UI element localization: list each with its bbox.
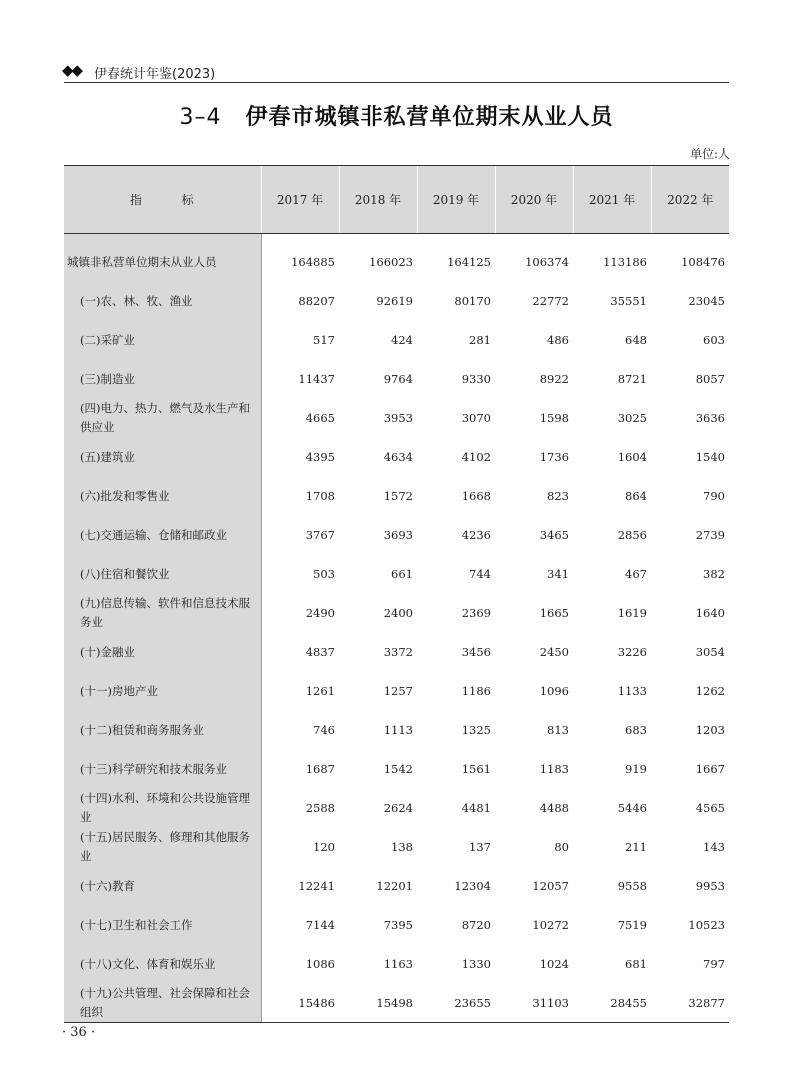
value-cell: 1598 (539, 411, 569, 425)
value-cell: 1668 (461, 489, 491, 503)
value-cell: 683 (625, 723, 647, 737)
value-cell: 661 (391, 567, 413, 581)
row-label: (十七)卫生和社会工作 (64, 906, 261, 945)
value-cell: 113186 (603, 255, 647, 269)
value-cell: 9953 (695, 879, 725, 893)
value-cell: 80 (554, 840, 569, 854)
value-cell: 1640 (695, 606, 725, 620)
value-cell: 486 (547, 333, 569, 347)
value-cell: 3465 (539, 528, 569, 542)
value-cell: 3767 (305, 528, 335, 542)
value-cell: 1086 (305, 957, 335, 971)
spacer-cell (495, 234, 573, 243)
table-row (64, 906, 729, 945)
value-cell: 1183 (539, 762, 569, 776)
value-cell: 8922 (539, 372, 569, 386)
value-cell: 138 (391, 840, 413, 854)
value-cell: 120 (313, 840, 335, 854)
value-cell: 1667 (695, 762, 725, 776)
value-cell: 2400 (383, 606, 413, 620)
row-label: (十五)居民服务、修理和其他服务业 (64, 828, 261, 867)
value-cell: 10523 (688, 918, 725, 932)
table-row (64, 516, 729, 555)
table-row (64, 321, 729, 360)
value-cell: 143 (703, 840, 725, 854)
column-header-year: 2020 年 (495, 166, 573, 234)
value-cell: 603 (703, 333, 725, 347)
value-cell: 1163 (383, 957, 413, 971)
value-cell: 23655 (417, 984, 495, 1023)
column-header-year: 2019 年 (417, 166, 495, 234)
value-cell: 164125 (447, 255, 491, 269)
value-cell: 8721 (617, 372, 647, 386)
value-cell: 3456 (461, 645, 491, 659)
page-number: · 36 · (62, 1025, 96, 1040)
spacer-row (64, 234, 729, 243)
column-header-year: 2017 年 (261, 166, 339, 234)
value-cell: 164885 (291, 255, 335, 269)
row-label: (九)信息传输、软件和信息技术服务业 (64, 594, 261, 633)
value-cell: 2624 (383, 801, 413, 815)
value-cell: 1203 (695, 723, 725, 737)
value-cell: 2856 (617, 528, 647, 542)
value-cell: 2588 (305, 801, 335, 815)
table-row (64, 867, 729, 906)
value-cell: 681 (625, 957, 647, 971)
unit-label: 单位:人 (689, 147, 730, 161)
table-row (64, 789, 729, 828)
value-cell: 1708 (305, 489, 335, 503)
value-cell: 8057 (695, 372, 725, 386)
value-cell: 1257 (383, 684, 413, 698)
row-label: (一)农、林、牧、渔业 (64, 282, 261, 321)
value-cell: 424 (391, 333, 413, 347)
value-cell: 5446 (617, 801, 647, 815)
value-cell: 80170 (454, 294, 491, 308)
row-label: (二)采矿业 (64, 321, 261, 360)
value-cell: 12241 (298, 879, 335, 893)
value-cell: 137 (469, 840, 491, 854)
table-body (64, 234, 729, 1023)
value-cell: 3226 (617, 645, 647, 659)
value-cell: 3636 (695, 411, 725, 425)
value-cell: 108476 (681, 255, 725, 269)
value-cell: 517 (313, 333, 335, 347)
value-cell: 1325 (461, 723, 491, 737)
value-cell: 10272 (532, 918, 569, 932)
spacer-cell (651, 234, 729, 243)
row-label: (十九)公共管理、社会保障和社会组织 (64, 984, 261, 1023)
book-title: 伊春统计年鉴(2023) (94, 67, 216, 82)
table-row (64, 360, 729, 399)
row-label: (十二)租赁和商务服务业 (64, 711, 261, 750)
column-header-indicator: 指 标 (64, 166, 261, 234)
table-row (64, 555, 729, 594)
value-cell: 15486 (261, 984, 339, 1023)
row-label: (七)交通运输、仓储和邮政业 (64, 516, 261, 555)
value-cell: 4488 (539, 801, 569, 815)
row-label: (四)电力、热力、燃气及水生产和供应业 (64, 399, 261, 438)
value-cell: 3054 (695, 645, 725, 659)
value-cell: 2369 (461, 606, 491, 620)
value-cell: 9558 (617, 879, 647, 893)
value-cell: 7395 (383, 918, 413, 932)
value-cell: 4565 (695, 801, 725, 815)
value-cell: 1572 (383, 489, 413, 503)
value-cell: 2739 (695, 528, 725, 542)
spacer-cell (417, 234, 495, 243)
value-cell: 4665 (305, 411, 335, 425)
value-cell: 281 (469, 333, 491, 347)
value-cell: 31103 (495, 984, 573, 1023)
value-cell: 1024 (539, 957, 569, 971)
value-cell: 1113 (383, 723, 413, 737)
running-header (64, 62, 729, 83)
row-label: 城镇非私营单位期末从业人员 (64, 243, 261, 282)
value-cell: 3693 (383, 528, 413, 542)
value-cell: 1665 (539, 606, 569, 620)
table-row (64, 438, 729, 477)
value-cell: 106374 (525, 255, 569, 269)
value-cell: 1561 (461, 762, 491, 776)
value-cell: 648 (625, 333, 647, 347)
value-cell: 790 (703, 489, 725, 503)
value-cell: 8720 (461, 918, 491, 932)
diamond-icon: ◆◆ (62, 61, 82, 79)
column-header-year: 2018 年 (339, 166, 417, 234)
table-row (64, 282, 729, 321)
value-cell: 3953 (383, 411, 413, 425)
spacer-cell (64, 234, 261, 243)
value-cell: 1262 (695, 684, 725, 698)
value-cell: 3372 (383, 645, 413, 659)
value-cell: 382 (703, 567, 725, 581)
row-label: (八)住宿和餐饮业 (64, 555, 261, 594)
value-cell: 12057 (532, 879, 569, 893)
value-cell: 503 (313, 567, 335, 581)
row-label: (五)建筑业 (64, 438, 261, 477)
value-cell: 11437 (298, 372, 335, 386)
table-row (64, 672, 729, 711)
value-cell: 864 (625, 489, 647, 503)
value-cell: 3070 (461, 411, 491, 425)
value-cell: 1096 (539, 684, 569, 698)
row-label: (三)制造业 (64, 360, 261, 399)
row-label: (十六)教育 (64, 867, 261, 906)
row-label: (十)金融业 (64, 633, 261, 672)
value-cell: 797 (703, 957, 725, 971)
value-cell: 2450 (539, 645, 569, 659)
table-row (64, 243, 729, 282)
value-cell: 15498 (339, 984, 417, 1023)
value-cell: 28455 (573, 984, 651, 1023)
value-cell: 4102 (461, 450, 491, 464)
value-cell: 919 (625, 762, 647, 776)
value-cell: 2490 (305, 606, 335, 620)
table-row (64, 828, 729, 867)
value-cell: 1186 (461, 684, 491, 698)
value-cell: 3025 (617, 411, 647, 425)
value-cell: 7519 (617, 918, 647, 932)
value-cell: 22772 (532, 294, 569, 308)
row-label: (十四)水利、环境和公共设施管理业 (64, 789, 261, 828)
table-header-row (64, 166, 729, 234)
value-cell: 1261 (305, 684, 335, 698)
value-cell: 7144 (305, 918, 335, 932)
value-cell: 12201 (376, 879, 413, 893)
value-cell: 4236 (461, 528, 491, 542)
value-cell: 746 (313, 723, 335, 737)
value-cell: 35551 (610, 294, 647, 308)
table-row (64, 594, 729, 633)
value-cell: 1542 (383, 762, 413, 776)
value-cell: 211 (625, 840, 647, 854)
value-cell: 1619 (617, 606, 647, 620)
value-cell: 92619 (376, 294, 413, 308)
value-cell: 166023 (369, 255, 413, 269)
value-cell: 1330 (461, 957, 491, 971)
row-label: (十三)科学研究和技术服务业 (64, 750, 261, 789)
row-label: (十八)文化、体育和娱乐业 (64, 945, 261, 984)
row-label: (十一)房地产业 (64, 672, 261, 711)
spacer-cell (261, 234, 339, 243)
spacer-cell (339, 234, 417, 243)
table-number: 3–4 (179, 105, 222, 130)
table-row (64, 399, 729, 438)
value-cell: 4634 (383, 450, 413, 464)
value-cell: 467 (625, 567, 647, 581)
spacer-cell (573, 234, 651, 243)
value-cell: 4395 (305, 450, 335, 464)
value-cell: 88207 (298, 294, 335, 308)
value-cell: 12304 (454, 879, 491, 893)
value-cell: 1540 (695, 450, 725, 464)
table-row (64, 750, 729, 789)
value-cell: 823 (547, 489, 569, 503)
value-cell: 4481 (461, 801, 491, 815)
value-cell: 9764 (383, 372, 413, 386)
table-row (64, 984, 729, 1023)
value-cell: 1133 (617, 684, 647, 698)
value-cell: 4837 (305, 645, 335, 659)
value-cell: 1736 (539, 450, 569, 464)
column-header-year: 2021 年 (573, 166, 651, 234)
value-cell: 32877 (651, 984, 729, 1023)
value-cell: 341 (547, 567, 569, 581)
column-header-year: 2022 年 (651, 166, 729, 234)
row-label: (六)批发和零售业 (64, 477, 261, 516)
table-row (64, 945, 729, 984)
value-cell: 1687 (305, 762, 335, 776)
value-cell: 744 (469, 567, 491, 581)
value-cell: 1604 (617, 450, 647, 464)
value-cell: 813 (547, 723, 569, 737)
employment-table (64, 165, 729, 1023)
table-row (64, 711, 729, 750)
table-row (64, 633, 729, 672)
value-cell: 23045 (688, 294, 725, 308)
table-row (64, 477, 729, 516)
table-title-text: 伊春市城镇非私营单位期末从业人员 (245, 105, 614, 130)
value-cell: 9330 (461, 372, 491, 386)
table-title (0, 100, 793, 131)
